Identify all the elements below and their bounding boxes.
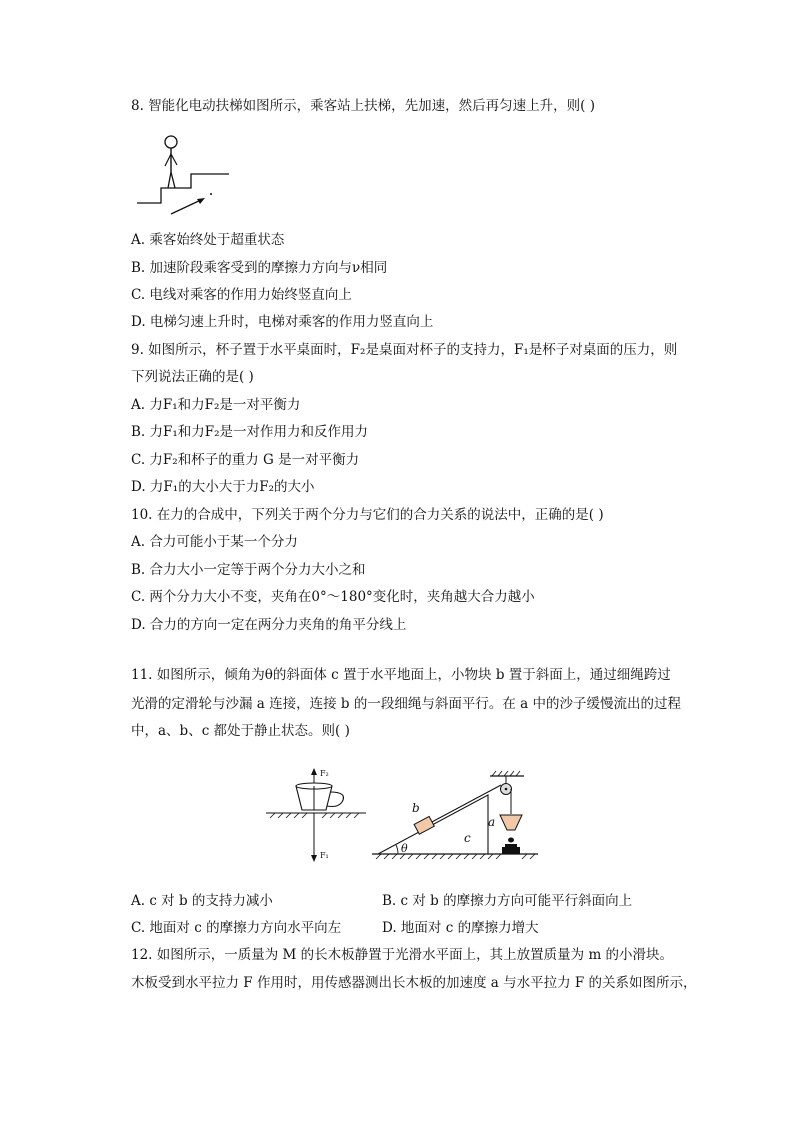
incline-pulley-figure <box>372 770 542 862</box>
q12-stem-line2: 木板受到水平拉力 F 作用时，用传感器测出长木板的加速度 a 与水平拉力 F 的关系如图所示， <box>131 975 697 991</box>
q10-stem: 10. 在力的合成中，下列关于两个分力与它们的合力关系的说法中，正确的是( ) <box>131 507 604 523</box>
label-b: b <box>412 801 420 815</box>
f1-label: F₁ <box>320 851 329 860</box>
cup-force-figure <box>262 764 372 864</box>
escalator-steps <box>137 174 229 203</box>
velocity-arrow <box>171 199 203 214</box>
label-a: a <box>488 815 496 829</box>
q11-stem-line3: 中，a、b、c 都处于静止状态。则( ) <box>131 723 350 739</box>
q9-option-c: C. 力F₂和杯子的重力 G 是一对平衡力 <box>131 452 360 468</box>
sand-funnel-a <box>500 815 522 830</box>
passenger-head <box>165 136 177 148</box>
q10-option-a: A. 合力可能小于某一个分力 <box>131 534 298 550</box>
label-theta: θ <box>401 842 408 855</box>
q9-option-b: B. 力F₁和力F₂是一对作用力和反作用力 <box>131 424 369 440</box>
q8-option-a: A. 乘客始终处于超重状态 <box>131 232 285 248</box>
q10-option-d: D. 合力的方向一定在两分力夹角的角平分线上 <box>131 617 407 633</box>
q11-option-a: A. c 对 b 的支持力减小 <box>131 893 273 909</box>
q11-stem-line1: 11. 如图所示，倾角为θ的斜面体 c 置于水平地面上，小物块 b 置于斜面上，通过细绳跨过 <box>131 667 671 683</box>
q9-option-d: D. 力F₁的大小大于力F₂的大小 <box>131 479 315 495</box>
q11-option-b: B. c 对 b 的摩擦力方向可能平行斜面向上 <box>382 893 633 909</box>
label-c: c <box>464 831 471 845</box>
q10-option-b: B. 合力大小一定等于两个分力大小之和 <box>131 562 366 578</box>
q11-option-c: C. 地面对 c 的摩擦力方向水平向左 <box>131 920 342 936</box>
f2-label: F₂ <box>320 769 329 778</box>
q8-option-d: D. 电梯匀速上升时，电梯对乘客的作用力竖直向上 <box>131 314 434 330</box>
q11-stem-line2: 光滑的定滑轮与沙漏 a 连接，连接 b 的一段细绳与斜面平行。在 a 中的沙子缓慢流出的过程 <box>131 696 681 712</box>
q9-stem-line1: 9. 如图所示，杯子置于水平桌面时，F₂是桌面对杯子的支持力，F₁是杯子对桌面的压力，则 <box>131 342 678 358</box>
q8-stem: 8. 智能化电动扶梯如图所示，乘客站上扶梯，先加速，然后再匀速上升，则( ) <box>131 98 595 114</box>
q8-option-b: B. 加速阶段乘客受到的摩擦力方向与ν相同 <box>131 260 388 276</box>
q8-option-c: C. 电线对乘客的作用力始终竖直向上 <box>131 287 352 303</box>
q12-stem-line1: 12. 如图所示，一质量为 M 的长木板静置于光滑水平面上，其上放置质量为 m 的小滑块。 <box>131 947 674 963</box>
q9-stem-line2: 下列说法正确的是( ) <box>131 369 254 385</box>
q9-option-a: A. 力F₁和力F₂是一对平衡力 <box>131 397 301 413</box>
q11-option-d: D. 地面对 c 的摩擦力增大 <box>382 920 539 936</box>
escalator-figure <box>131 128 231 220</box>
q10-option-c: C. 两个分力大小不变，夹角在0°～180°变化时，夹角越大合力越小 <box>131 589 535 605</box>
